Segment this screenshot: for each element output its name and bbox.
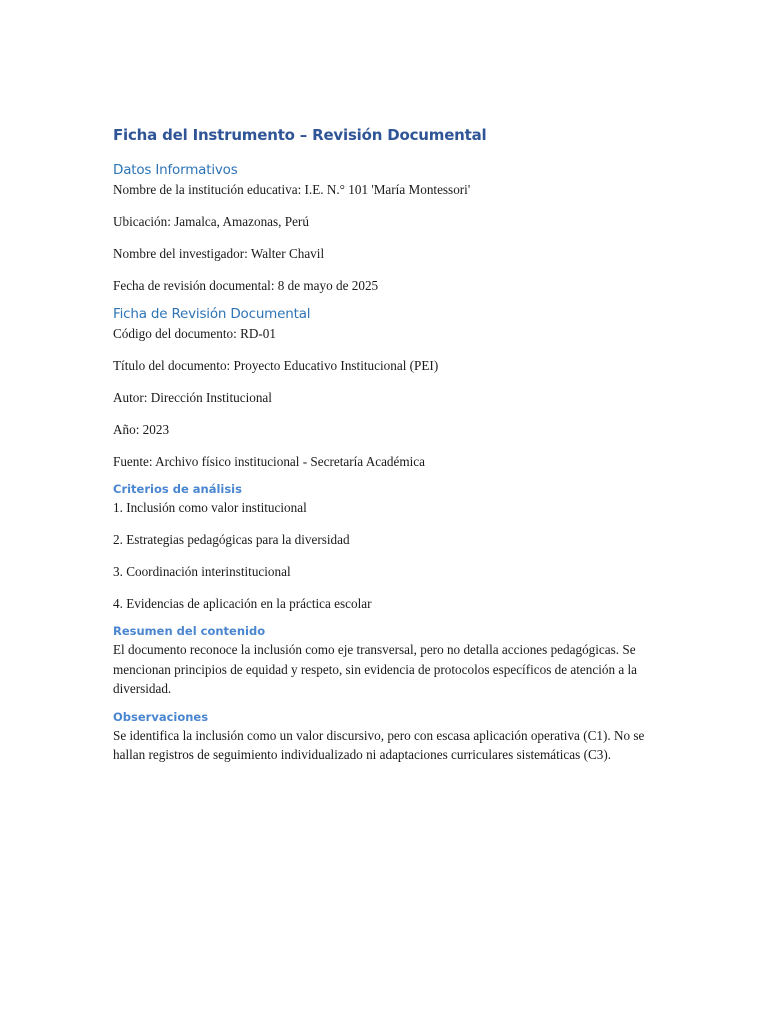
heading-ficha-revision: Ficha de Revisión Documental (113, 306, 311, 322)
criterio-item-3: 3. Coordinación interinstitucional (113, 564, 291, 579)
line-autor: Autor: Dirección Institucional (113, 390, 272, 405)
document-content (113, 124, 653, 775)
heading-resumen: Resumen del contenido (113, 624, 266, 638)
line-anio: Año: 2023 (113, 422, 170, 437)
heading-criterios: Criterios de análisis (113, 482, 242, 496)
line-titulo-documento: Título del documento: Proyecto Educativo Institucional (PEI) (113, 358, 439, 373)
line-institucion: Nombre de la institución educativa: I.E. N.° 101 'María Montessori' (113, 182, 471, 197)
criterio-item-2: 2. Estrategias pedagógicas para la diversidad (113, 532, 350, 547)
criterio-item-4: 4. Evidencias de aplicación en la práctica escolar (113, 596, 372, 611)
heading-datos-informativos: Datos Informativos (113, 162, 238, 178)
observaciones-text: Se identifica la inclusión como un valor discursivo, pero con escasa aplicación operativa (C1). No se hallan registros de seguimiento individualizado ni adaptaciones curriculares sistemáticas (C3). (113, 727, 645, 762)
line-investigador: Nombre del investigador: Walter Chavil (113, 246, 325, 261)
resumen-text: El documento reconoce la inclusión como eje transversal, pero no detalla acciones pedagógicas. Se mencionan principios de equidad y respeto, sin evidencia de protocolos específicos de atención a la diversidad. (113, 642, 638, 696)
line-ubicacion: Ubicación: Jamalca, Amazonas, Perú (113, 214, 309, 229)
line-codigo: Código del documento: RD-01 (113, 326, 276, 341)
line-fecha-revision: Fecha de revisión documental: 8 de mayo de 2025 (113, 278, 379, 293)
heading-observaciones: Observaciones (113, 709, 209, 724)
line-fuente: Fuente: Archivo físico institucional - Secretaría Académica (113, 454, 425, 469)
criterio-item-1: 1. Inclusión como valor institucional (113, 500, 307, 515)
document-title: Ficha del Instrumento – Revisión Documental (113, 126, 487, 144)
